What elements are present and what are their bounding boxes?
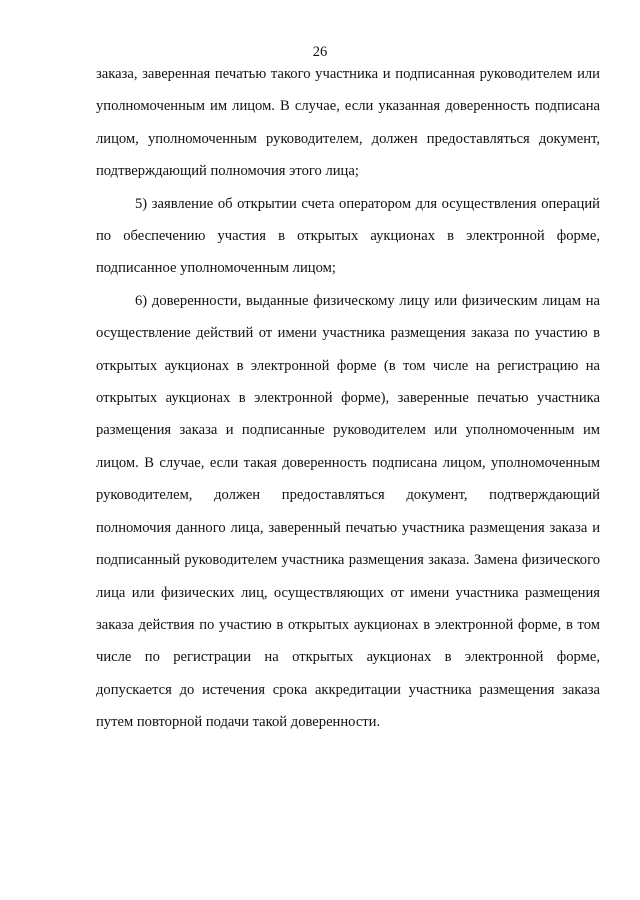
paragraph-continuation: заказа, заверенная печатью такого участника и подписанная руководителем или уполномоченным им лицом. В случае, если указанная доверенность подписана лицом, уполномоченным руководителем, должен предоставляться документ, подтверждающий полномочия этого лица; bbox=[96, 66, 600, 180]
paragraph-item-6: 6) доверенности, выданные физическому лицу или физическим лицам на осуществление действий от имени участника размещения заказа по участию в открытых аукционах в электронной форме (в том числе на регистрацию на открытых аукционах в электронной форме), заверенные печатью участника размещения заказа и подписанные руководителем или уполномоченным им лицом. В случае, если такая доверенность подписана лицом, уполномоченным руководителем, должен предоставляться документ, подтверждающий полномочия данного лица, заверенный печатью участника размещения заказа и подписанный руководителем участника размещения заказа. Замена физического лица или физических лиц, осуществляющих от имени участника размещения заказа действия по участию в открытых аукционах в электронной форме, в том числе по регистрации на открытых аукционах в электронной форме, допускается до истечения срока аккредитации участника размещения заказа путем повторной подачи такой доверенности. bbox=[96, 292, 600, 731]
paragraph-item-5: 5) заявление об открытии счета оператором для осуществления операций по обеспечению участия в открытых аукционах в электронной форме, подписанное уполномоченным лицом; bbox=[96, 195, 600, 277]
page-number: 26 bbox=[312, 44, 328, 60]
document-body bbox=[96, 58, 600, 739]
